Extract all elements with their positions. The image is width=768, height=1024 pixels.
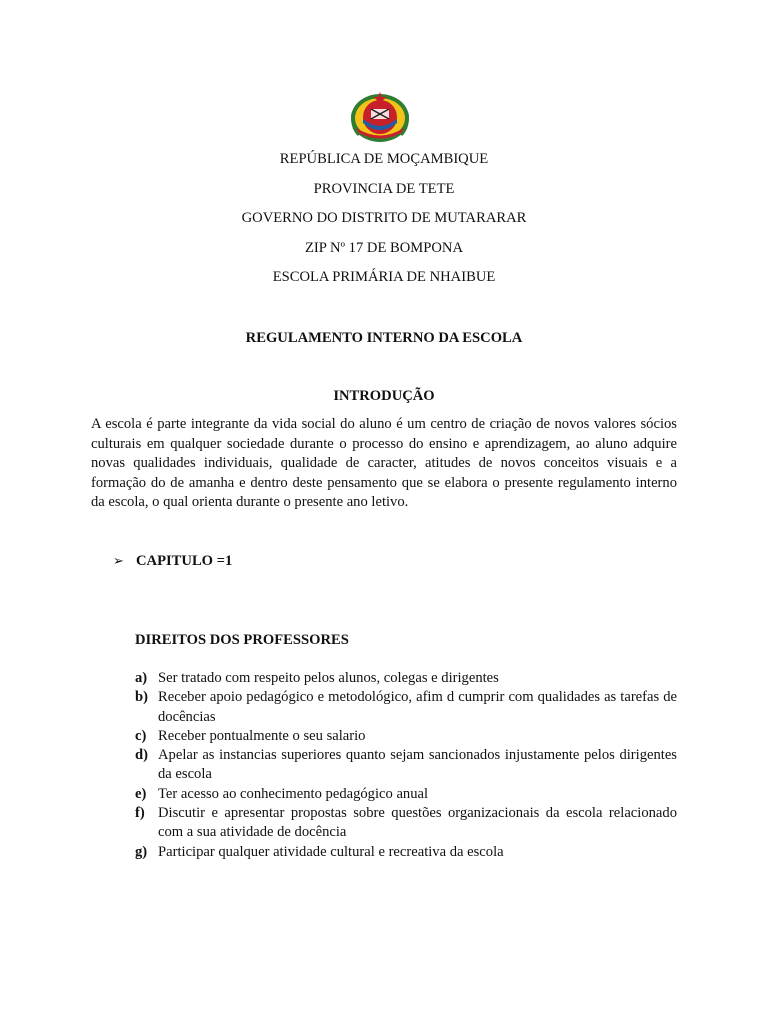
section-heading: DIREITOS DOS PROFESSORES (135, 632, 349, 648)
list-marker: d) (135, 747, 148, 764)
list-item-text: Participar qualquer atividade cultural e recreativa da escola (158, 843, 504, 860)
list-marker: g) (135, 843, 148, 860)
list-item (135, 727, 677, 746)
header-province: PROVINCIA DE TETE (313, 181, 455, 197)
list-marker: c) (135, 727, 147, 744)
list-item-text: Ser tratado com respeito pelos alunos, colegas e dirigentes (158, 670, 499, 686)
header-school: ESCOLA PRIMÁRIA DE NHAIBUE (272, 269, 496, 285)
list-item (135, 804, 677, 843)
list-item (135, 746, 677, 785)
list-marker: f) (135, 805, 145, 822)
document-title: REGULAMENTO INTERNO DA ESCOLA (245, 330, 523, 346)
list-item-text: Apelar as instancias superiores quanto sejam sancionados injustamente pelos dirigentes da escola (158, 747, 677, 783)
list-marker: a) (135, 670, 148, 686)
intro-heading: INTRODUÇÃO (333, 388, 435, 404)
header-country: REPÚBLICA DE MOÇAMBIQUE (279, 151, 489, 167)
list-item-text: Ter acesso ao conhecimento pedagógico anual (158, 785, 429, 802)
list-item-text: Discutir e apresentar propostas sobre questões organizacionais da escola relacionado com a sua atividade de docência (158, 805, 677, 841)
list-item (135, 843, 677, 862)
header-zip: ZIP Nº 17 DE BOMPONA (304, 240, 464, 256)
list-item (135, 785, 677, 804)
header-government: GOVERNO DO DISTRITO DE MUTARARAR (241, 210, 527, 226)
chapter-label: CAPITULO =1 (136, 553, 233, 569)
intro-paragraph: A escola é parte integrante da vida social do aluno é um centro de criação de novos valores sócios culturais em qualquer sociedade durante o processo do ensino e aprendizagem, ao aluno adquire novas qualidades individuais, qualidade de caracter, atitudes de novos conceitos visuais e a formação do de amanha e dentro deste pensamento que se elabora o presente regulamento interno da escola, o qual orienta durante o presente ano letivo. (91, 416, 677, 511)
rights-list (135, 669, 677, 862)
arrow-bullet-icon: ➢ (113, 553, 124, 568)
list-marker: b) (135, 689, 148, 706)
chapter-heading (113, 552, 232, 570)
list-marker: e) (135, 785, 147, 802)
coat-of-arms-icon (349, 89, 411, 143)
list-item (135, 669, 677, 688)
list-item-text: Receber pontualmente o seu salario (158, 727, 366, 744)
list-item-text: Receber apoio pedagógico e metodológico, afim d cumprir com qualidades as tarefas de docências (158, 689, 677, 725)
list-item (135, 688, 677, 727)
